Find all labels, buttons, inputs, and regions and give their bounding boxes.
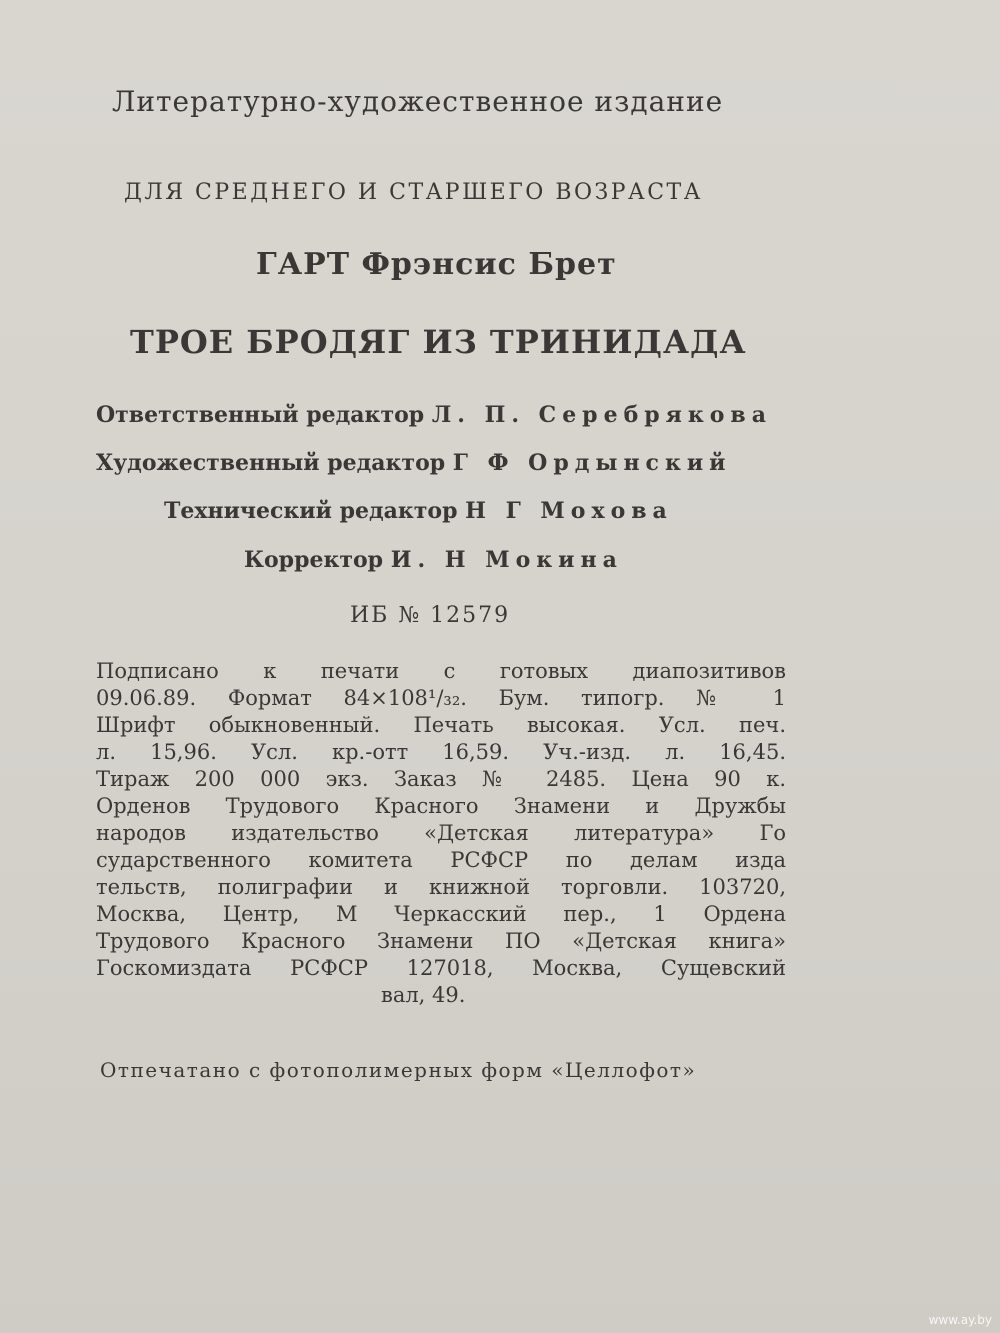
imprint-line: Подписано к печати с готовых диапозитивов	[96, 659, 786, 683]
imprint-line: Шрифт обыкновенный. Печать высокая. Усл. печ.	[96, 713, 786, 737]
imprint-line: 09.06.89. Формат 84×108¹/₃₂. Бум. типогр. № 1	[96, 686, 786, 710]
imprint-block	[96, 658, 786, 1009]
ib-number: ИБ № 12579	[350, 603, 511, 628]
credit-responsible-editor	[96, 404, 772, 426]
edition-type: Литературно-художественное издание	[112, 85, 724, 118]
credit-technical-editor	[164, 500, 673, 522]
credit-name: Г Ф Ордынский	[452, 450, 732, 476]
author-name: ГАРТ Фрэнсис Брет	[256, 247, 617, 282]
credit-proofreader	[244, 549, 623, 571]
imprint-line: народов издательство «Детская литература» Го	[96, 821, 786, 845]
credit-role: Технический редактор	[164, 498, 458, 524]
imprint-line: вал, 49.	[381, 983, 466, 1007]
imprint-line: сударственного комитета РСФСР по делам изда	[96, 848, 786, 872]
imprint-line: тельств, полиграфии и книжной торговли. 103720,	[96, 875, 786, 899]
credit-name: И. Н Мокина	[390, 547, 623, 573]
audience-line: ДЛЯ СРЕДНЕГО И СТАРШЕГО ВОЗРАСТА	[124, 180, 703, 205]
credit-art-editor	[96, 452, 731, 474]
credit-name: Л. П. Серебрякова	[431, 402, 772, 428]
imprint-line: л. 15,96. Усл. кр.-отт 16,59. Уч.-изд. л. 16,45.	[96, 740, 786, 764]
book-title: ТРОЕ БРОДЯГ ИЗ ТРИНИДАДА	[130, 323, 747, 361]
printed-note: Отпечатано с фотополимерных форм «Целлофот»	[100, 1058, 697, 1082]
site-watermark: www.ay.by	[928, 1313, 992, 1327]
imprint-line: Тираж 200 000 экз. Заказ № 2485. Цена 90 к.	[96, 767, 786, 791]
credit-role: Ответственный редактор	[96, 402, 425, 428]
bleed-through-text	[840, 1190, 1000, 1330]
imprint-line: Трудового Красного Знамени ПО «Детская книга»	[96, 929, 786, 953]
imprint-line: Орденов Трудового Красного Знамени и Дружбы	[96, 794, 786, 818]
credit-role: Корректор	[244, 547, 384, 573]
imprint-line: Госкомиздата РСФСР 127018, Москва, Сущевский	[96, 956, 786, 980]
imprint-line: Москва, Центр, М Черкасский пер., 1 Ордена	[96, 902, 786, 926]
credit-name: Н Г Мохова	[465, 498, 673, 524]
credit-role: Художественный редактор	[96, 450, 446, 476]
